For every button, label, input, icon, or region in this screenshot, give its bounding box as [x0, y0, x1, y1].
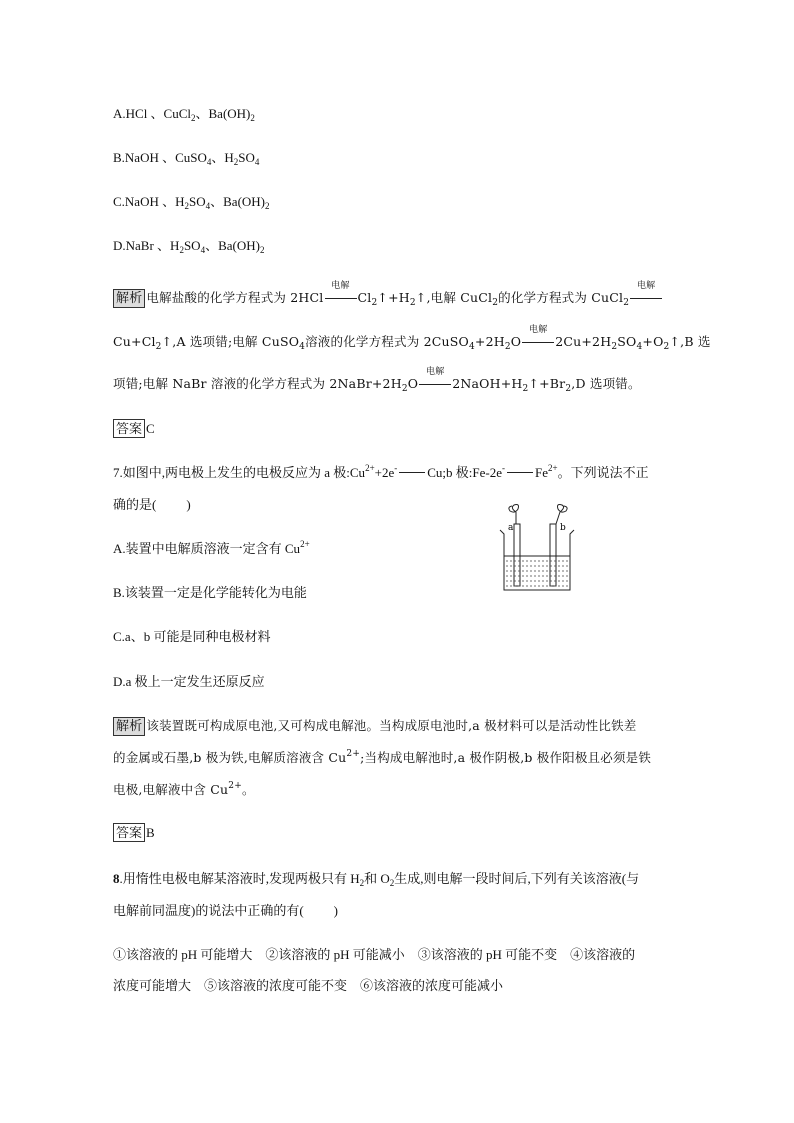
- text: 电解盐酸的化学方程式为 2HCl: [146, 290, 324, 305]
- reaction-arrow: [630, 281, 662, 304]
- explanation-label: 解析: [113, 289, 145, 308]
- reaction-arrow: [325, 281, 357, 304]
- q6-answer: [113, 419, 683, 439]
- text: 和 O: [364, 871, 390, 886]
- text: Cu+Cl: [113, 334, 156, 349]
- q7-explanation-line-2: [113, 748, 683, 768]
- superscript: 2+: [365, 463, 375, 473]
- q6-option-d: [113, 236, 683, 256]
- subscript: 4: [299, 342, 306, 352]
- text: SO: [189, 194, 206, 209]
- subscript: 4: [206, 157, 212, 167]
- text: A.装置中电解质溶液一定含有 Cu: [113, 541, 301, 556]
- q8-choices-line-2: 浓度可能增大 ⑤该溶液的浓度可能不变 ⑥该溶液的浓度可能减小: [113, 978, 504, 993]
- q7-stem-line-2: [113, 495, 683, 515]
- electrode-a-label: a: [508, 523, 514, 533]
- answer-value: B: [146, 825, 155, 840]
- text: 2NaOH+H: [452, 376, 523, 391]
- reaction-arrow: [419, 367, 451, 390]
- text: 电极,电解液中含 Cu: [113, 782, 229, 797]
- q8-choices-line-1: ①该溶液的 pH 可能增大 ②该溶液的 pH 可能减小 ③该溶液的 pH 可能不变 ④该溶液的: [113, 947, 636, 962]
- text: 、Ba(OH): [195, 106, 251, 121]
- text: SO: [617, 334, 637, 349]
- answer-label: 答案: [113, 823, 145, 842]
- answer-value: C: [146, 421, 155, 436]
- text: 。下列说法不正: [557, 465, 649, 480]
- text: B.NaOH 、CuSO: [113, 150, 207, 165]
- text: 。: [241, 782, 255, 797]
- subscript: 2: [265, 201, 270, 211]
- subscript: 2: [371, 298, 378, 308]
- text: +O: [642, 334, 664, 349]
- text: 生成,则电解一段时间后,下列有关该溶液(与: [394, 871, 640, 886]
- q7-stem-line-1: [113, 463, 683, 483]
- q6-option-a: [113, 104, 683, 124]
- subscript: 2: [179, 245, 184, 255]
- subscript: 2: [250, 113, 255, 123]
- q8-stem-line-2: [113, 901, 683, 921]
- subscript: 2: [623, 298, 630, 308]
- superscript: 2+: [346, 749, 361, 759]
- explanation-label: 解析: [113, 717, 145, 736]
- q7-answer: [113, 823, 683, 843]
- q7-explanation-line-3: [113, 780, 683, 800]
- equals-line: [507, 472, 533, 473]
- text: ↑,电解 CuCl: [415, 290, 493, 305]
- text: 项错;电解 NaBr 溶液的化学方程式为 2NaBr+2H: [113, 376, 402, 391]
- subscript: 2: [504, 342, 511, 352]
- text: 2Cu+2H: [555, 334, 612, 349]
- question-number: 8: [113, 871, 120, 886]
- superscript: 2+: [228, 781, 242, 791]
- subscript: 2: [522, 384, 529, 394]
- subscript: 2: [389, 878, 395, 888]
- text: 电解前同温度)的说法中正确的有(: [113, 903, 304, 918]
- text: ↑,A 选项错;电解 CuSO: [161, 334, 300, 349]
- text: 确的是(: [113, 497, 157, 512]
- subscript: 2: [184, 201, 189, 211]
- text: SO: [238, 150, 255, 165]
- q6-explanation-line-2: [113, 325, 711, 352]
- q6-option-c: [113, 192, 683, 212]
- text: O: [407, 376, 419, 391]
- q7-option-d: D.a 极上一定发生还原反应: [113, 674, 265, 689]
- superscript: -: [502, 463, 505, 473]
- text: 、Ba(OH): [205, 238, 260, 253]
- text: 、Ba(OH): [210, 194, 266, 209]
- text: ↑+H: [377, 290, 410, 305]
- text: 该装置既可构成原电池,又可构成电解池。当构成原电池时,a 极材料可以是活动性比铁差: [146, 718, 637, 733]
- reaction-condition: 电解: [331, 281, 350, 291]
- text: .用惰性电极电解某溶液时,发现两极只有 H: [119, 871, 360, 886]
- text: ): [333, 903, 339, 918]
- answer-label: 答案: [113, 419, 145, 438]
- subscript: 2: [191, 113, 196, 123]
- text: 的金属或石墨,b 极为铁,电解质溶液含 Cu: [113, 750, 347, 765]
- text: D.NaBr 、H: [113, 238, 180, 253]
- subscript: 2: [663, 342, 670, 352]
- text: +2e: [374, 465, 395, 480]
- subscript: 4: [254, 157, 260, 167]
- q7-option-b: B.该装置一定是化学能转化为电能: [113, 585, 307, 600]
- equals-line: [399, 472, 425, 473]
- text: Cl: [357, 290, 372, 305]
- subscript: 2: [565, 384, 572, 394]
- text: A.HCl 、CuCl: [113, 106, 192, 121]
- text: 的化学方程式为 CuCl: [498, 290, 624, 305]
- reaction-condition: 电解: [636, 281, 656, 291]
- subscript: 2: [259, 245, 265, 255]
- text: ↑,B 选: [669, 334, 711, 349]
- subscript: 2: [401, 384, 408, 394]
- reaction-condition: 电解: [529, 325, 548, 335]
- text: ): [186, 497, 191, 512]
- text: 、H: [211, 150, 234, 165]
- reaction-condition: 电解: [426, 367, 445, 377]
- q6-explanation-line-1: [113, 281, 683, 308]
- q7-explanation-line-1: [113, 716, 683, 736]
- electrode-b-label: b: [560, 523, 566, 533]
- subscript: 4: [468, 342, 475, 352]
- subscript: 2: [233, 157, 239, 167]
- subscript: 2: [155, 342, 162, 352]
- text: SO: [183, 238, 201, 253]
- text: C.NaOH 、H: [113, 194, 185, 209]
- q6-option-b: [113, 148, 683, 168]
- q6-explanation-line-3: [113, 367, 683, 394]
- text: +2H: [474, 334, 505, 349]
- superscript: -: [394, 463, 398, 473]
- superscript: 2+: [548, 463, 558, 473]
- text: ;当构成电解池时,a 极作阴极,b 极作阳极且必须是铁: [360, 750, 652, 765]
- subscript: 4: [636, 342, 643, 352]
- subscript: 4: [200, 245, 206, 255]
- subscript: 2: [359, 878, 365, 888]
- text: ↑+Br: [528, 376, 566, 391]
- text: Fe: [535, 465, 548, 480]
- subscript: 2: [492, 298, 499, 308]
- text: ,D 选项错。: [571, 376, 641, 391]
- q7-option-a: [113, 539, 683, 559]
- text: Cu;b 极:Fe-2e: [427, 465, 502, 480]
- subscript: 2: [611, 342, 618, 352]
- superscript: 2+: [300, 539, 310, 549]
- text: 溶液的化学方程式为 2CuSO: [305, 334, 469, 349]
- reaction-arrow: [522, 325, 554, 348]
- subscript: 2: [409, 298, 416, 308]
- subscript: 4: [205, 201, 211, 211]
- q8-stem-line-1: [113, 869, 683, 889]
- text: O: [510, 334, 522, 349]
- q7-option-c: C.a、b 可能是同种电极材料: [113, 629, 271, 644]
- text: 7.如图中,两电极上发生的电极反应为 a 极:Cu: [113, 465, 366, 480]
